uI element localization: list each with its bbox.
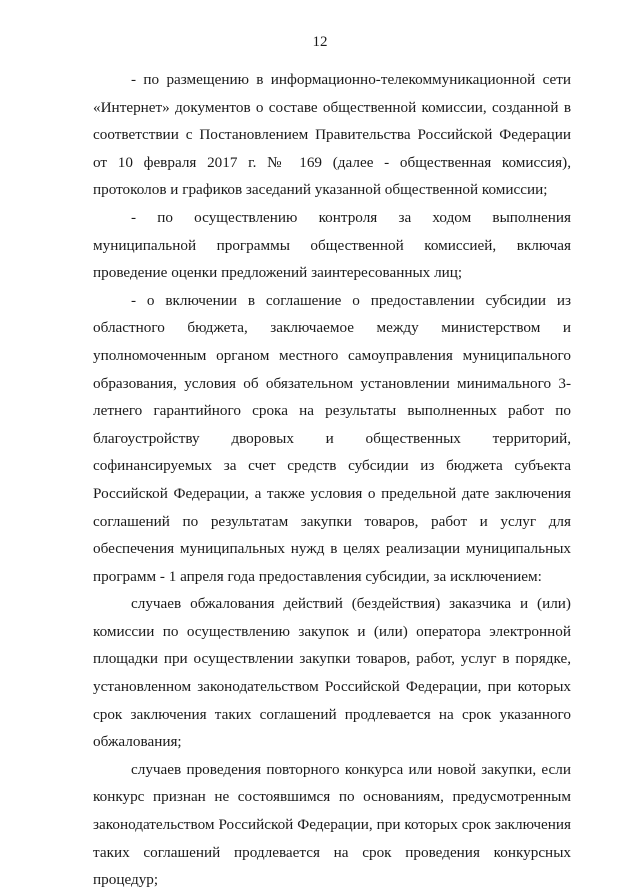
paragraph-publication: - по размещению в информационно-телекоммуникационной сети «Интернет» документов о составе общественной комиссии, созданной в соответствии с Постановлением Правительства Российской Федерации от 10 февраля 2017 г. № 169 (далее - общественная комиссия), протоколов и графиков заседаний указанной общественной комиссии; [93, 71, 571, 199]
paragraph-subsidy-agreement: - о включении в соглашение о предоставлении субсидии из областного бюджета, заключаемое между министерством и уполномоченным органом местного самоуправления муниципального образования, условия об обязательном установлении минимального 3-летнего гарантийного срока на результаты выполненных работ по благоустройству дворовых и общественных территорий, софинансируемых за счет средств субсидии из бюджета субъекта Российской Федерации, а также условия о предельной дате заключения соглашений по результатам закупки товаров, работ и услуг для обеспечения муниципальных нужд в целях реализации муниципальных программ - 1 апреля года предоставления субсидии, за исключением: [93, 291, 571, 585]
document-body [93, 66, 571, 894]
paragraph-appeal-exception: случаев обжалования действий (бездействия) заказчика и (или) комиссии по осуществлению закупок и (или) оператора электронной площадки при осуществлении закупки товаров, работ, услуг в порядке, установленном законодательством Российской Федерации, при которых срок заключения таких соглашений продлевается на срок указанного обжалования; [93, 595, 571, 751]
page-number: 12 [312, 34, 328, 50]
paragraph-repeat-tender-exception: случаев проведения повторного конкурса или новой закупки, если конкурс признан не состоявшимся по основаниям, предусмотренным законодательством Российской Федерации, при которых срок заключения таких соглашений продлевается на срок проведения конкурсных процедур; [93, 760, 571, 889]
paragraph-control: - по осуществлению контроля за ходом выполнения муниципальной программы общественной комиссией, включая проведение оценки предложений заинтересованных лиц; [93, 208, 571, 282]
